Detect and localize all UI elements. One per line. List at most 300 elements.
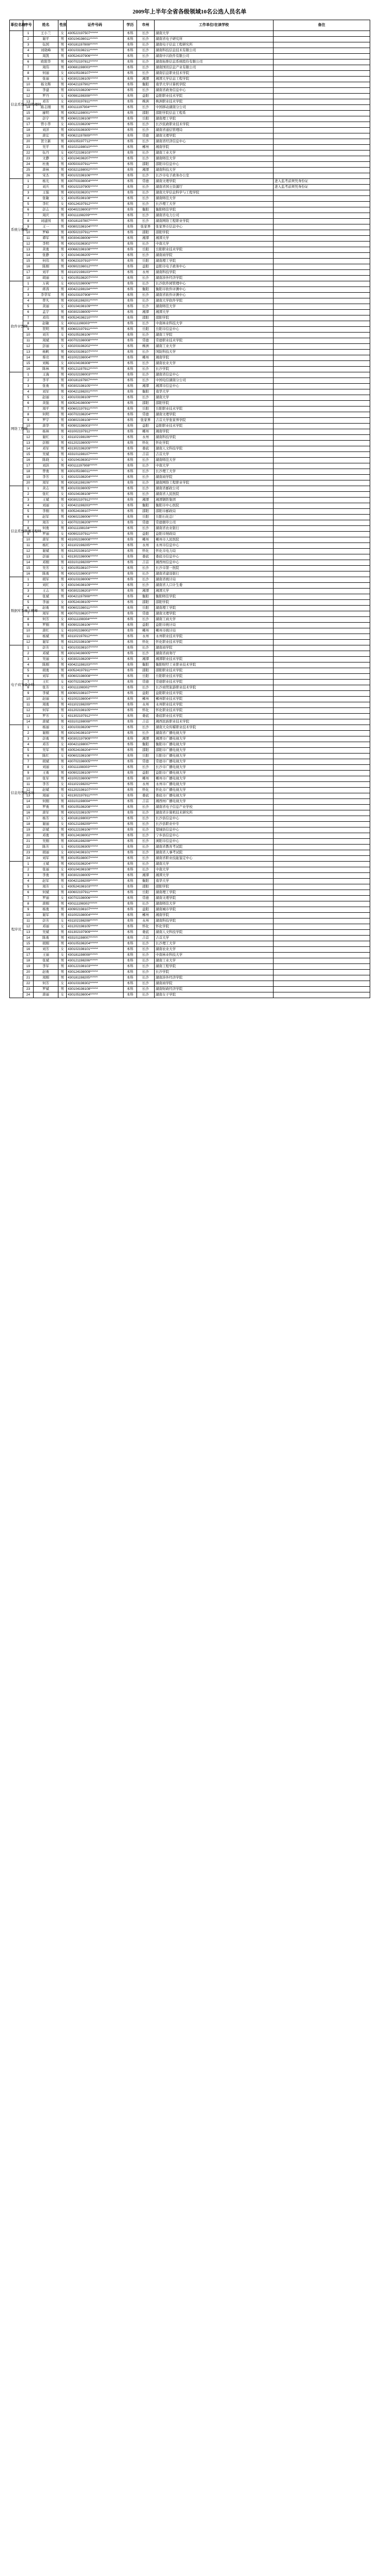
- cell-education: 本科: [124, 77, 137, 82]
- cell-gender: 女: [58, 924, 67, 930]
- cell-remarks: [274, 406, 370, 412]
- cell-remarks: [274, 850, 370, 856]
- cell-index: 13: [23, 930, 34, 936]
- table-row: [10, 37, 370, 42]
- cell-remarks: [274, 259, 370, 264]
- cell-name: 李明: [34, 242, 58, 247]
- cell-name: 杨林: [34, 429, 58, 435]
- cell-name: 赵军: [34, 879, 58, 884]
- cell-gender: 男: [58, 634, 67, 640]
- cell-education: 本科: [124, 691, 137, 697]
- cell-remarks: [274, 748, 370, 754]
- cell-gender: 女: [58, 992, 67, 998]
- cell-id-number: 430524198210******: [67, 315, 124, 321]
- table-row: [10, 680, 370, 685]
- cell-education: 本科: [124, 549, 137, 554]
- cell-city: 衡阳: [137, 503, 155, 509]
- cell-workplace: 长沙理工大学: [155, 469, 274, 475]
- header-position: 职位名称: [10, 20, 23, 31]
- cell-gender: 女: [58, 822, 67, 827]
- cell-index: 19: [23, 475, 34, 480]
- cell-gender: 男: [58, 788, 67, 793]
- cell-index: 17: [23, 816, 34, 822]
- cell-remarks: [274, 623, 370, 628]
- position-group-label: 数据库系统工程师: [10, 577, 23, 645]
- cell-workplace: 湖南女子学院: [155, 992, 274, 998]
- cell-gender: 男: [58, 37, 67, 42]
- table-row: [10, 224, 370, 230]
- cell-name: 李红: [34, 202, 58, 207]
- cell-name: 周伟: [34, 65, 58, 71]
- cell-workplace: 益阳职业技术学院: [155, 424, 274, 429]
- cell-index: 15: [23, 566, 34, 571]
- cell-id-number: 430111198209******: [67, 213, 124, 219]
- cell-id-number: 430623197910******: [67, 259, 124, 264]
- cell-education: 本科: [124, 509, 137, 515]
- cell-index: 2: [23, 287, 34, 293]
- cell-remarks: [274, 475, 370, 480]
- cell-education: 本科: [124, 662, 137, 668]
- cell-workplace: 湖南科技信息技术有限公司: [155, 48, 274, 54]
- cell-city: 怀化: [137, 549, 155, 554]
- table-row: [10, 742, 370, 748]
- cell-workplace: 邵阳市广播电视大学: [155, 748, 274, 754]
- cell-city: 长沙: [137, 48, 155, 54]
- cell-index: 9: [23, 418, 34, 424]
- table-row: [10, 418, 370, 424]
- cell-index: 15: [23, 111, 34, 116]
- cell-name: 张丽: [34, 77, 58, 82]
- cell-index: 19: [23, 964, 34, 970]
- cell-index: 8: [23, 617, 34, 623]
- cell-index: 2: [23, 867, 34, 873]
- cell-id-number: 430203198202******: [67, 344, 124, 350]
- cell-index: 11: [23, 88, 34, 94]
- cell-city: 长沙: [137, 253, 155, 259]
- cell-gender: 男: [58, 230, 67, 236]
- cell-id-number: 433101198007******: [67, 936, 124, 941]
- cell-city: 吉首: [137, 936, 155, 941]
- table-row: [10, 463, 370, 469]
- cell-education: 本科: [124, 554, 137, 560]
- cell-remarks: [274, 230, 370, 236]
- cell-index: 7: [23, 611, 34, 617]
- cell-id-number: 430105198106******: [67, 333, 124, 338]
- cell-remarks: [274, 378, 370, 384]
- cell-education: 本科: [124, 156, 137, 162]
- cell-id-number: 430105197712******: [67, 139, 124, 145]
- cell-city: 常德: [137, 179, 155, 185]
- cell-city: 岳阳: [137, 890, 155, 896]
- cell-id-number: 430181197808******: [67, 42, 124, 48]
- table-row: [10, 162, 370, 168]
- cell-education: 本科: [124, 378, 137, 384]
- cell-workplace: 长沙学院: [155, 367, 274, 372]
- cell-education: 本科: [124, 645, 137, 651]
- cell-workplace: 湖南科技大学: [155, 168, 274, 173]
- cell-index: 1: [23, 281, 34, 287]
- table-row: [10, 776, 370, 782]
- cell-workplace: 邵阳学院: [155, 315, 274, 321]
- cell-city: 长沙: [137, 685, 155, 691]
- cell-remarks: [274, 298, 370, 304]
- table-row: [10, 133, 370, 139]
- cell-education: 本科: [124, 725, 137, 731]
- cell-index: 20: [23, 970, 34, 975]
- cell-city: 长沙: [137, 480, 155, 486]
- table-row: [10, 970, 370, 975]
- cell-gender: 男: [58, 412, 67, 418]
- cell-name: 周勇: [34, 702, 58, 708]
- cell-gender: 男: [58, 873, 67, 879]
- cell-index: 14: [23, 560, 34, 566]
- table-row: [10, 987, 370, 992]
- cell-id-number: 431202198105******: [67, 924, 124, 930]
- table-row: [10, 372, 370, 378]
- cell-workplace: 中南林业科技大学: [155, 953, 274, 958]
- cell-index: 12: [23, 94, 34, 99]
- cell-gender: 男: [58, 862, 67, 867]
- cell-workplace: 湖南省人事考试院: [155, 850, 274, 856]
- cell-id-number: 430302198203******: [67, 589, 124, 594]
- cell-name: 彭丽: [34, 554, 58, 560]
- table-row: [10, 873, 370, 879]
- cell-remarks: [274, 42, 370, 48]
- cell-index: 12: [23, 708, 34, 714]
- cell-remarks: [274, 742, 370, 748]
- cell-name: 刘丽: [34, 765, 58, 771]
- cell-city: 长沙: [137, 941, 155, 947]
- cell-name: 刘洋: [34, 128, 58, 133]
- cell-index: 17: [23, 122, 34, 128]
- cell-id-number: 431102197912******: [67, 634, 124, 640]
- cell-index: 5: [23, 509, 34, 515]
- cell-remarks: [274, 765, 370, 771]
- cell-gender: 男: [58, 270, 67, 276]
- cell-name: 杨芳: [34, 816, 58, 822]
- table-row: [10, 492, 370, 498]
- cell-index: 7: [23, 520, 34, 526]
- header-id-number: 证件号码: [67, 20, 124, 31]
- cell-education: 本科: [124, 128, 137, 133]
- cell-index: 9: [23, 771, 34, 776]
- cell-remarks: [274, 970, 370, 975]
- cell-name: 李勇: [34, 873, 58, 879]
- cell-index: 1: [23, 577, 34, 583]
- cell-name: 宋杰: [34, 173, 58, 179]
- cell-remarks: [274, 583, 370, 589]
- cell-city: 邵阳: [137, 600, 155, 606]
- cell-id-number: 430124198002******: [67, 833, 124, 839]
- cell-workplace: 湖南工学院: [155, 333, 274, 338]
- cell-education: 本科: [124, 259, 137, 264]
- cell-workplace: 长沙学院: [155, 970, 274, 975]
- table-row: [10, 378, 370, 384]
- cell-id-number: 431102198202******: [67, 782, 124, 788]
- cell-gender: 女: [58, 304, 67, 310]
- cell-name: 刘建国: [34, 219, 58, 224]
- cell-remarks: [274, 776, 370, 782]
- cell-name: 刘军: [34, 856, 58, 862]
- cell-city: 吉首: [137, 452, 155, 458]
- cell-id-number: 430902198012******: [67, 264, 124, 270]
- cell-workplace: 岳阳市信息中心: [155, 327, 274, 333]
- cell-city: 张家界: [137, 418, 155, 424]
- cell-gender: 男: [58, 623, 67, 628]
- table-row: [10, 714, 370, 719]
- cell-remarks: [274, 759, 370, 765]
- cell-index: 22: [23, 981, 34, 987]
- cell-index: 2: [23, 37, 34, 42]
- cell-id-number: 430421198103******: [67, 662, 124, 668]
- cell-name: 廖明: [34, 111, 58, 116]
- cell-index: 14: [23, 936, 34, 941]
- cell-workplace: 湖南省信息中心: [155, 372, 274, 378]
- cell-name: 周军: [34, 480, 58, 486]
- cell-workplace: 株洲职业技术学院: [155, 99, 274, 105]
- cell-city: 益阳: [137, 907, 155, 913]
- cell-education: 本科: [124, 242, 137, 247]
- cell-education: 本科: [124, 37, 137, 42]
- cell-id-number: 431302197912******: [67, 714, 124, 719]
- table-row: [10, 606, 370, 611]
- cell-gender: 男: [58, 975, 67, 981]
- cell-city: 长沙: [137, 992, 155, 998]
- cell-index: 2: [23, 492, 34, 498]
- cell-index: 6: [23, 401, 34, 406]
- table-row: [10, 907, 370, 913]
- table-row: [10, 845, 370, 850]
- cell-index: 3: [23, 498, 34, 503]
- cell-id-number: 430104198011******: [67, 37, 124, 42]
- cell-remarks: [274, 526, 370, 532]
- cell-workplace: 长沙理工大学: [155, 202, 274, 207]
- table-row: [10, 611, 370, 617]
- cell-city: 益阳: [137, 623, 155, 628]
- cell-gender: 男: [58, 827, 67, 833]
- cell-id-number: 430102198206******: [67, 88, 124, 94]
- cell-gender: 男: [58, 207, 67, 213]
- cell-gender: 男: [58, 731, 67, 736]
- cell-id-number: 430524198204******: [67, 748, 124, 754]
- cell-name: 罗峰: [34, 230, 58, 236]
- cell-workplace: 吉首大学: [155, 452, 274, 458]
- cell-remarks: [274, 827, 370, 833]
- cell-workplace: 湘南学院: [155, 355, 274, 361]
- cell-id-number: 430104198101******: [67, 850, 124, 856]
- cell-id-number: 430181198106******: [67, 480, 124, 486]
- cell-city: 湘潭: [137, 310, 155, 315]
- cell-id-number: 430902198003******: [67, 424, 124, 429]
- table-row: [10, 924, 370, 930]
- cell-index: 6: [23, 674, 34, 680]
- cell-city: 益阳: [137, 691, 155, 697]
- table-row: [10, 583, 370, 589]
- cell-remarks: [274, 651, 370, 657]
- cell-index: 13: [23, 247, 34, 253]
- cell-id-number: 430111198302******: [67, 901, 124, 907]
- table-row: [10, 833, 370, 839]
- cell-education: 本科: [124, 133, 137, 139]
- cell-name: 邓伟: [34, 315, 58, 321]
- cell-education: 本科: [124, 173, 137, 179]
- table-row: [10, 520, 370, 526]
- cell-gender: 男: [58, 213, 67, 219]
- cell-index: 16: [23, 367, 34, 372]
- cell-id-number: 433101198107******: [67, 452, 124, 458]
- cell-index: 4: [23, 298, 34, 304]
- cell-city: 常德: [137, 133, 155, 139]
- cell-remarks: [274, 156, 370, 162]
- cell-education: 本科: [124, 219, 137, 224]
- table-row: [10, 975, 370, 981]
- cell-index: 17: [23, 270, 34, 276]
- cell-gender: 女: [58, 554, 67, 560]
- cell-workplace: 永州市广播电视大学: [155, 782, 274, 788]
- cell-id-number: 431002198008******: [67, 537, 124, 543]
- cell-id-number: 430104198302******: [67, 458, 124, 463]
- table-row: [10, 594, 370, 600]
- table-row: [10, 736, 370, 742]
- cell-gender: 男: [58, 901, 67, 907]
- cell-city: 长沙: [137, 378, 155, 384]
- table-row: [10, 822, 370, 827]
- cell-gender: 男: [58, 651, 67, 657]
- table-row: [10, 788, 370, 793]
- cell-gender: 女: [58, 793, 67, 799]
- cell-education: 本科: [124, 668, 137, 674]
- cell-city: 邵阳: [137, 509, 155, 515]
- cell-city: 长沙: [137, 645, 155, 651]
- cell-workplace: 湖南国讯信息产业有限公司: [155, 65, 274, 71]
- cell-remarks: 进入监考前须凭身份证: [274, 179, 370, 185]
- cell-city: 长沙: [137, 122, 155, 128]
- cell-id-number: 430102198106******: [67, 173, 124, 179]
- table-row: [10, 128, 370, 133]
- cell-city: 长沙: [137, 54, 155, 59]
- cell-index: 21: [23, 975, 34, 981]
- table-row: [10, 708, 370, 714]
- cell-name: 胡斌: [34, 759, 58, 765]
- header-index: 序号: [23, 20, 34, 31]
- cell-index: 10: [23, 697, 34, 702]
- cell-city: 常德: [137, 759, 155, 765]
- cell-gender: 男: [58, 116, 67, 122]
- cell-gender: 男: [58, 310, 67, 315]
- cell-remarks: [274, 805, 370, 810]
- cell-city: 岳阳: [137, 116, 155, 122]
- cell-index: 17: [23, 953, 34, 958]
- cell-id-number: 430105198208******: [67, 805, 124, 810]
- cell-gender: 男: [58, 879, 67, 884]
- cell-id-number: 430105198107******: [67, 566, 124, 571]
- table-row: [10, 566, 370, 571]
- cell-id-number: 430103198302******: [67, 242, 124, 247]
- cell-city: 郴州: [137, 697, 155, 702]
- cell-id-number: 430421198203******: [67, 503, 124, 509]
- cell-remarks: [274, 327, 370, 333]
- cell-index: 10: [23, 82, 34, 88]
- cell-index: 1: [23, 725, 34, 731]
- cell-id-number: 430521198001******: [67, 111, 124, 116]
- cell-gender: 男: [58, 378, 67, 384]
- cell-gender: 男: [58, 640, 67, 645]
- cell-index: 24: [23, 992, 34, 998]
- position-group-label: 信息系统管理工程师: [10, 486, 23, 577]
- cell-education: 本科: [124, 833, 137, 839]
- cell-id-number: 430111198304******: [67, 617, 124, 623]
- table-row: [10, 207, 370, 213]
- cell-education: 本科: [124, 651, 137, 657]
- cell-remarks: [274, 111, 370, 116]
- cell-city: 益阳: [137, 424, 155, 429]
- cell-workplace: 中国移动湖南分公司: [155, 105, 274, 111]
- cell-city: 长沙: [137, 31, 155, 37]
- cell-remarks: 进入监考前须凭身份证: [274, 185, 370, 190]
- table-row: [10, 799, 370, 805]
- cell-id-number: 430602197911******: [67, 890, 124, 896]
- cell-gender: 男: [58, 833, 67, 839]
- cell-name: 王一: [34, 224, 58, 230]
- cell-workplace: 宁乡县信息中心: [155, 833, 274, 839]
- table-header-row: [10, 20, 370, 31]
- cell-gender: 男: [58, 133, 67, 139]
- cell-remarks: [274, 515, 370, 520]
- cell-remarks: [274, 680, 370, 685]
- cell-remarks: [274, 503, 370, 509]
- cell-id-number: 431102198209******: [67, 702, 124, 708]
- cell-gender: 男: [58, 810, 67, 816]
- cell-remarks: [274, 344, 370, 350]
- cell-city: 长沙: [137, 566, 155, 571]
- cell-id-number: 430981198308******: [67, 94, 124, 99]
- cell-gender: 女: [58, 31, 67, 37]
- table-row: [10, 441, 370, 446]
- table-row: [10, 628, 370, 634]
- cell-name: 彭勇: [34, 736, 58, 742]
- cell-name: 蒋涛: [34, 287, 58, 293]
- cell-remarks: [274, 94, 370, 99]
- cell-city: 长沙: [137, 862, 155, 867]
- cell-name: 何芳: [34, 617, 58, 623]
- table-row: [10, 270, 370, 276]
- table-row: [10, 384, 370, 389]
- cell-index: 12: [23, 788, 34, 793]
- table-row: [10, 145, 370, 150]
- cell-gender: 男: [58, 736, 67, 742]
- cell-city: 吉首: [137, 799, 155, 805]
- cell-index: 4: [23, 389, 34, 395]
- cell-remarks: [274, 389, 370, 395]
- cell-gender: 女: [58, 725, 67, 731]
- cell-index: 8: [23, 685, 34, 691]
- cell-gender: 男: [58, 298, 67, 304]
- cell-index: 5: [23, 202, 34, 207]
- cell-workplace: 湘南学院: [155, 913, 274, 918]
- cell-gender: 男: [58, 913, 67, 918]
- cell-workplace: 中南大学: [155, 867, 274, 873]
- cell-gender: 男: [58, 469, 67, 475]
- cell-workplace: 岳阳市广播电视大学: [155, 754, 274, 759]
- cell-remarks: [274, 304, 370, 310]
- cell-education: 本科: [124, 970, 137, 975]
- cell-city: 长沙: [137, 765, 155, 771]
- cell-gender: 男: [58, 958, 67, 964]
- cell-workplace: 湖南师范大学: [155, 901, 274, 907]
- cell-workplace: 湖南工商大学: [155, 617, 274, 623]
- cell-gender: 女: [58, 71, 67, 77]
- cell-education: 本科: [124, 896, 137, 901]
